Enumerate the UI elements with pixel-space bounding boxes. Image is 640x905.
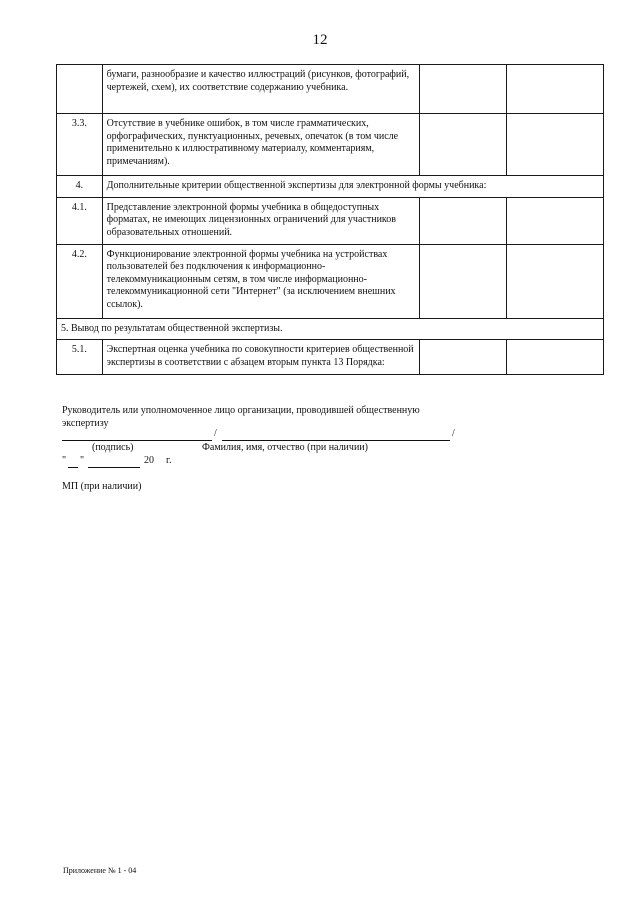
signature-line [62, 428, 622, 442]
full-name-caption: Фамилия, имя, отчество (при наличии) [202, 442, 368, 453]
full-name-blank [222, 440, 450, 441]
row-text: Дополнительные критерии общественной экспертизы для электронной формы учебника: [102, 176, 603, 198]
row-blank-cell [420, 65, 507, 114]
date-year-prefix: 20 [144, 455, 154, 466]
table-row [57, 65, 604, 114]
row-blank-cell [507, 65, 604, 114]
table-row [57, 340, 604, 375]
footer-note: Приложение № 1 - 04 [63, 866, 137, 875]
row-number: 4.1. [57, 197, 103, 244]
signature-caption: (подпись) [92, 442, 134, 453]
row-text: 5. Вывод по результатам общественной экспертизы. [57, 318, 604, 340]
month-blank [88, 467, 140, 468]
day-blank [68, 467, 78, 468]
signature-heading: Руководитель или уполномоченное лицо организации, проводившей общественную экспертизу [62, 405, 420, 429]
table-row [57, 114, 604, 176]
row-text: бумаги, разнообразие и качество иллюстраций (рисунков, фотографий, чертежей, схем), их соответствие содержанию учебника. [102, 65, 420, 114]
row-blank-cell [420, 114, 507, 176]
stamp-note: МП (при наличии) [62, 481, 142, 492]
row-number: 5.1. [57, 340, 103, 375]
row-blank-cell [420, 340, 507, 375]
row-blank-cell [507, 340, 604, 375]
slash-separator: / [214, 428, 217, 439]
slash-separator: / [452, 428, 455, 439]
row-blank-cell [507, 244, 604, 318]
row-number: 4. [57, 176, 103, 198]
row-blank-cell [507, 114, 604, 176]
row-text: Функционирование электронной формы учебника на устройствах пользователей без подключения к информационно-телекоммуникационным сетям, в том числе информационно-телекоммуникационной сети "Интернет" (за исключением внешних ссылок). [102, 244, 420, 318]
table-row [57, 176, 604, 198]
row-number: 3.3. [57, 114, 103, 176]
table-row [57, 318, 604, 340]
signature-blank [62, 440, 212, 441]
row-blank-cell [420, 197, 507, 244]
date-year-suffix: г. [166, 455, 172, 466]
row-text: Представление электронной формы учебника в общедоступных форматах, не имеющих лицензионных ограничений для участников образовательных отношений. [102, 197, 420, 244]
table-row [57, 197, 604, 244]
date-quote-open: " [62, 455, 67, 466]
row-text: Отсутствие в учебнике ошибок, в том числе грамматических, орфографических, пунктуационных, речевых, опечаток (в том числе применительно к иллюстративному материалу, комментариям, примечаниям). [102, 114, 420, 176]
row-blank-cell [507, 197, 604, 244]
criteria-table [56, 64, 604, 375]
date-line [62, 455, 622, 469]
row-text: Экспертная оценка учебника по совокупности критериев общественной экспертизы в соответствии с абзацем вторым пункта 13 Порядка: [102, 340, 420, 375]
page-number: 12 [312, 32, 328, 48]
table-row [57, 244, 604, 318]
row-number: 4.2. [57, 244, 103, 318]
date-quote-close: " [80, 455, 85, 466]
row-blank-cell [420, 244, 507, 318]
row-number [57, 65, 103, 114]
